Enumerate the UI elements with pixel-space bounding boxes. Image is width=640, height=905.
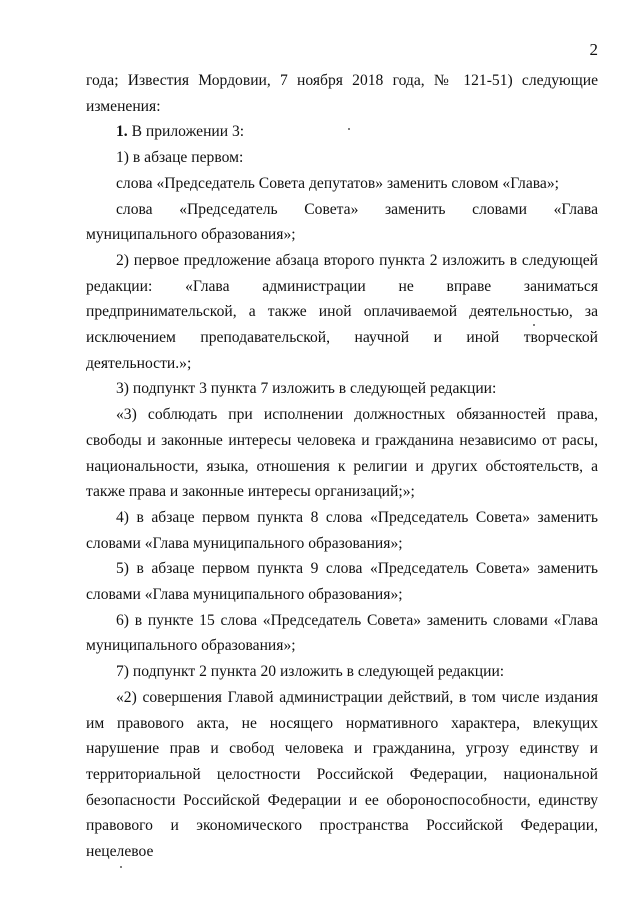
scan-speck [120, 866, 122, 868]
paragraph-item-1-a: слова «Председатель Совета депутатов» заменить словом «Глава»; [116, 174, 559, 192]
paragraph-item-3-quote: «3) соблюдать при исполнении должностных обязанностей права, свободы и законные интересы человека и гражданина независимо от расы, национальности, языка, отношения к религии и других обстоятельств, а также права и законные интересы организаций;»; [86, 406, 598, 501]
scan-speck [533, 324, 535, 326]
page-number: 2 [589, 40, 598, 59]
scan-speck [348, 128, 350, 130]
paragraph-text: В приложении 3: [127, 123, 245, 141]
document-body [86, 68, 598, 865]
paragraph-item-1-b: слова «Председатель Совета» заменить словами «Глава муниципального образования»; [86, 200, 598, 244]
paragraph-item-4: 4) в абзаце первом пункта 8 слова «Председатель Совета» заменить словами «Глава муниципального образования»; [86, 508, 598, 552]
paragraph-item-6: 6) в пункте 15 слова «Председатель Совета» заменить словами «Глава муниципального образования»; [86, 611, 598, 655]
paragraph-item-3: 3) подпункт 3 пункта 7 изложить в следующей редакции: [116, 380, 497, 398]
paragraph-item-1: 1) в абзаце первом: [116, 149, 244, 167]
paragraph-item-5: 5) в абзаце первом пункта 9 слова «Председатель Совета» заменить словами «Глава муниципального образования»; [86, 560, 598, 604]
paragraph-item-7-quote: «2) совершения Главой администрации действий, в том числе издания им правового акта, не носящего нормативного характера, влекущих нарушение прав и свобод человека и гражданина, угрозу единству и территориальной целостности Российской Федерации, национальной безопасности Российской Федерации и ее обороноспособности, единству правового и экономического пространства Российской Федерации, нецелевое [86, 688, 598, 861]
paragraph-intro: года; Известия Мордовии, 7 ноября 2018 года, № 121-51) следующие изменения: [86, 72, 598, 115]
paragraph-item-2: 2) первое предложение абзаца второго пункта 2 изложить в следующей редакции: «Глава администрации не вправе заниматься предпринимательской, а также иной оплачиваемой деятельностью, за исключением преподавательской, научной и иной творческой деятельности.»; [86, 251, 598, 372]
paragraph-appendix-3 [86, 119, 598, 145]
item-number: 1. [116, 123, 128, 141]
paragraph-item-7: 7) подпункт 2 пункта 20 изложить в следующей редакции: [116, 663, 505, 681]
